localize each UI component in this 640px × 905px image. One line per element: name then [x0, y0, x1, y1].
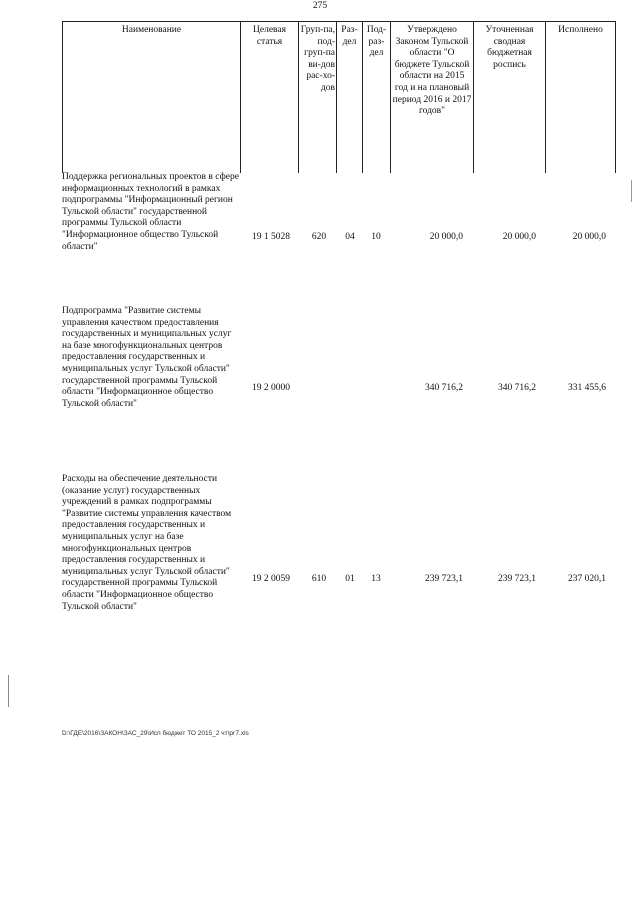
row-refined: 239 723,1	[498, 574, 536, 585]
row-subsection: 10	[371, 231, 381, 242]
row-name: Подпрограмма "Развитие системы управления качеством предоставления государственных и муниципальных услуг на базе многофункциональных центров предоставления государственных и муниципальных услуг Тульской области" государственной программы Тульской области "Информационное общество Тульской области"	[62, 306, 232, 409]
row-refined: 340 716,2	[498, 382, 536, 393]
scan-mark	[631, 180, 632, 202]
row-group: 620	[311, 231, 327, 242]
header-executed: Исполнено	[546, 22, 616, 173]
row-name: Расходы на обеспечение деятельности (оказание услуг) государственных учреждений в рамках подпрограммы "Развитие системы управления качеством предоставления государственных и муниципальных услуг на базе многофункциональных центров предоставления государственных и муниципальных услуг Тульской области" государственной программы Тульской области "Информационное общество Тульской области"	[62, 474, 232, 612]
row-target: 19 2 0059	[252, 574, 290, 585]
row-executed: 237 020,1	[568, 574, 606, 585]
header-name: Наименование	[63, 22, 241, 173]
budget-table-body	[62, 172, 615, 686]
header-target: Целевая статья	[241, 22, 299, 173]
page-number: 275	[312, 1, 328, 11]
row-name: Поддержка региональных проектов в сфере информационных технологий в рамках подпрограммы "Информационный регион Тульской области" государственной программы Тульской области "Информационное общество Тульской области"	[62, 172, 239, 252]
header-approved: Утверждено Законом Тульской области "О бюджете Тульской области на 2015 год и на плановый период 2016 и 2017 годов"	[391, 22, 474, 173]
header-subsection: Под-раз-дел	[363, 22, 391, 173]
table-row	[62, 474, 615, 686]
budget-table-header	[62, 21, 616, 173]
row-target: 19 1 5028	[252, 231, 290, 242]
row-approved: 239 723,1	[425, 574, 463, 585]
header-refined: Уточненная сводная бюджетная роспись	[474, 22, 546, 173]
row-executed: 331 455,6	[568, 382, 606, 393]
file-path-footer: D:\ГДЕ\2016\ЗАКОН\ЗАС_29\Исп бюджет ТО 2015_2 чт\рг7.xls	[62, 730, 249, 737]
row-section: 04	[345, 231, 355, 242]
header-group: Груп-па, под-груп-па ви-дов рас-хо-дов	[299, 22, 337, 173]
row-approved: 340 716,2	[425, 382, 463, 393]
scan-mark	[8, 675, 9, 707]
row-target: 19 2 0000	[252, 382, 290, 393]
row-section: 01	[345, 574, 355, 585]
row-executed: 20 000,0	[572, 231, 606, 242]
header-section: Раз-дел	[337, 22, 363, 173]
table-row	[62, 303, 615, 474]
row-approved: 20 000,0	[429, 231, 463, 242]
row-refined: 20 000,0	[502, 231, 536, 242]
row-group: 610	[311, 574, 327, 585]
row-subsection: 13	[371, 574, 381, 585]
table-row	[62, 172, 615, 303]
